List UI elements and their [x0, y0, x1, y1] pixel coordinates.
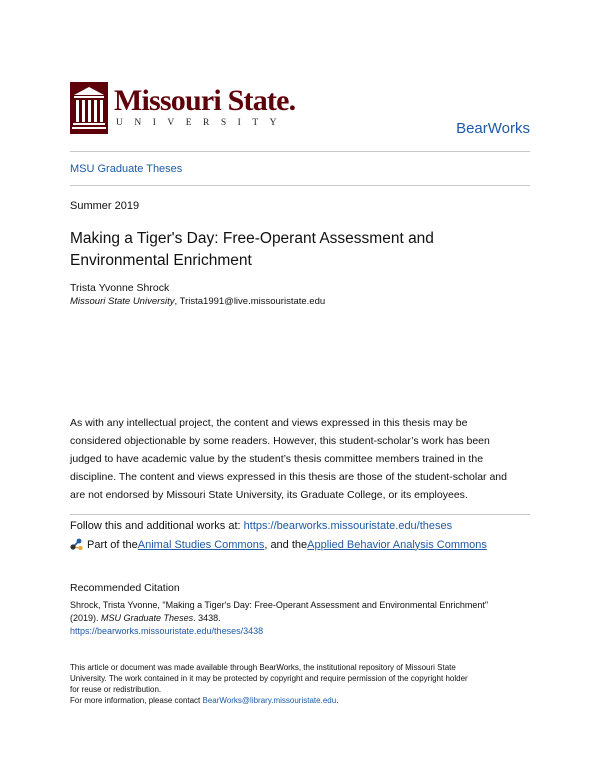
- follow-divider: [70, 514, 530, 515]
- logo-subtitle: UNIVERSITY: [116, 118, 288, 128]
- series-link[interactable]: MSU Graduate Theses: [70, 163, 183, 175]
- document-title: [70, 228, 530, 272]
- citation-line-2: [70, 612, 488, 625]
- citation-block: [70, 599, 488, 638]
- institution-name: Missouri State University: [70, 296, 175, 307]
- bearworks-link[interactable]: BearWorks: [456, 120, 530, 137]
- footer-notice: [70, 662, 530, 706]
- citation-url-link[interactable]: https://bearworks.missouristate.edu/theses/3438: [70, 626, 264, 636]
- part-of-prefix: Part of the: [87, 538, 138, 551]
- publication-date: Summer 2019: [70, 200, 140, 212]
- disclaimer-line: are not endorsed by Missouri State University, its Graduate College, or its employees.: [70, 489, 468, 501]
- part-of-middle: , and the: [264, 538, 308, 551]
- citation-heading: Recommended Citation: [70, 582, 180, 594]
- network-commons-icon: [70, 538, 83, 551]
- series-divider: [70, 185, 530, 186]
- contact-suffix: .: [336, 696, 339, 705]
- title-line: Making a Tiger's Day: Free-Operant Assessment and: [70, 230, 434, 247]
- contact-email-link[interactable]: BearWorks@library.missouristate.edu: [202, 696, 337, 705]
- missouri-state-logo: [70, 82, 296, 137]
- applied-behavior-analysis-commons-link[interactable]: Applied Behavior Analysis Commons: [307, 538, 487, 551]
- footer-line: This article or document was made available through BearWorks, the institutional repository of Missouri State: [70, 663, 456, 672]
- header-divider: [70, 151, 530, 152]
- disclaimer-line: considered objectionable by some readers. However, this student-scholar’s work has been: [70, 435, 490, 447]
- author-affiliation: [70, 296, 325, 307]
- footer-line: for reuse or redistribution.: [70, 685, 162, 694]
- follow-prefix: Follow this and additional works at:: [70, 520, 244, 532]
- theses-url-link[interactable]: https://bearworks.missouristate.edu/theses: [243, 520, 453, 532]
- author-name: Trista Yvonne Shrock: [70, 282, 170, 294]
- disclaimer-paragraph: [70, 414, 550, 504]
- citation-journal: MSU Graduate Theses: [101, 613, 194, 623]
- title-line: Environmental Enrichment: [70, 252, 252, 269]
- contact-prefix: For more information, please contact: [70, 696, 203, 705]
- footer-line: University. The work contained in it may be protected by copyright and require permission of the copyright holder: [70, 674, 468, 683]
- building-logo-icon: [70, 82, 108, 134]
- animal-studies-commons-link[interactable]: Animal Studies Commons: [137, 538, 265, 551]
- disclaimer-line: judged to have academic value by the student’s thesis committee members trained in the: [70, 453, 484, 465]
- citation-number: . 3438.: [193, 613, 221, 623]
- citation-line-1: Shrock, Trista Yvonne, "Making a Tiger's Day: Free-Operant Assessment and Environmental Enrichment": [70, 600, 489, 610]
- citation-year: (2019).: [70, 613, 102, 623]
- disclaimer-line: discipline. The content and views expressed in this thesis are those of the student-scholar and: [70, 471, 507, 483]
- author-email: , Trista1991@live.missouristate.edu: [174, 296, 326, 307]
- follow-line: [70, 520, 452, 532]
- disclaimer-line: As with any intellectual project, the content and views expressed in this thesis may be: [70, 417, 468, 429]
- footer-contact-line: [70, 695, 530, 706]
- part-of-line: [70, 538, 487, 551]
- logo-wordmark: Missouri State.: [114, 84, 296, 117]
